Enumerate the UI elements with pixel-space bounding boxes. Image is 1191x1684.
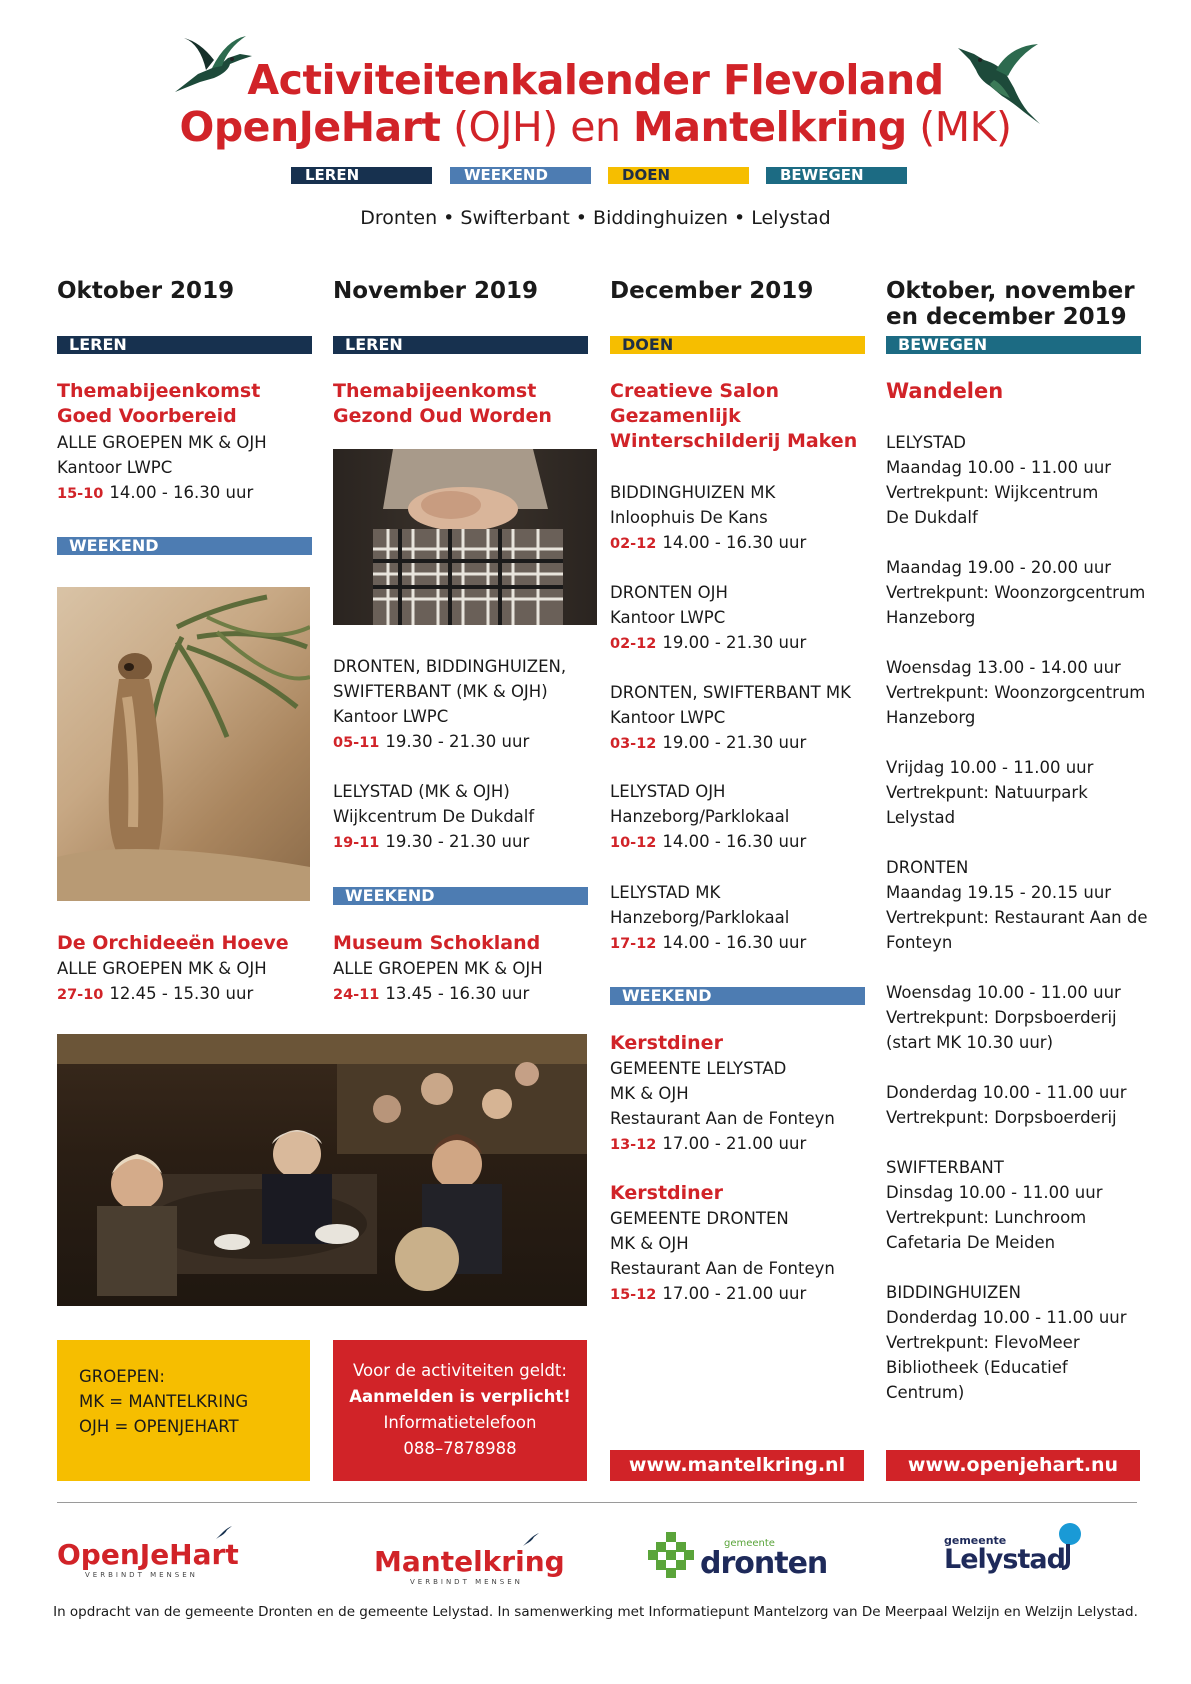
schedule-line: DRONTEN [886,858,969,877]
col4-heading-b: en december 2019 [886,304,1127,330]
schedule-line: Vertrekpunt: Woonzorgcentrum [886,583,1146,602]
col3-kerst2-when [610,1281,875,1308]
openjehart-logo-text: OpenJeHart [57,1538,239,1571]
col3-block1-l1: BIDDINGHUIZEN MK [610,483,776,502]
col3-block1-l2: Inloophuis De Kans [610,508,768,527]
col3-kerst1-l1: GEMEENTE LELYSTAD [610,1059,787,1078]
registration-info-phone: 088–7878988 [403,1439,517,1458]
footer-text: In opdracht van de gemeente Dronten en de gemeente Lelystad. In samenwerking met Informatiepunt Mantelzorg van De Meerpaal Welzijn en Welzijn Lelystad. [53,1604,1138,1620]
schedule-line: Dinsdag 10.00 - 11.00 uur [886,1183,1103,1202]
col3-kerst2-details [610,1206,875,1308]
col2-event2-time: 13.45 - 16.30 uur [385,984,530,1003]
col2-event1-title-b: Gezond Oud Worden [333,405,552,427]
groups-info-ojh: OJH = OPENJEHART [79,1417,239,1436]
col4-heading-a: Oktober, november [886,278,1135,304]
col3-kerst2-l1: GEMEENTE DRONTEN [610,1209,789,1228]
walking-schedule [886,430,1156,1405]
registration-info-l2: Aanmelden is verplicht! [349,1387,571,1406]
footer-divider [57,1502,1137,1503]
col1-cat-leren: LEREN [57,336,312,354]
dronten-logo [648,1532,838,1580]
col1-event2-when [57,981,322,1008]
col3-event1-title-b: Gezamenlijk [610,405,741,427]
col3-block1-when [610,530,875,557]
col3-block2-l2: Kantoor LWPC [610,608,726,627]
schedule-line: Cafetaria De Meiden [886,1233,1056,1252]
registration-info-l3: Informatietelefoon [383,1413,537,1432]
page-subtitle [0,103,1191,151]
openjehart-url-link[interactable]: www.openjehart.nu [886,1450,1140,1481]
schedule-line: Woensdag 10.00 - 11.00 uur [886,983,1121,1002]
col3-block2-time: 19.00 - 21.30 uur [662,633,807,652]
col2-event2-date: 24-11 [333,987,380,1003]
col1-event1-group: ALLE GROEPEN MK & OJH [57,433,267,452]
legend-leren: LEREN [291,167,432,184]
legend-doen: DOEN [608,167,749,184]
schedule-line: Lelystad [886,808,956,827]
schedule-line: De Dukdalf [886,508,978,527]
col2-block1-l1: DRONTEN, BIDDINGHUIZEN, [333,657,567,676]
col3-block5-when [610,930,875,957]
col3-kerst1-time: 17.00 - 21.00 uur [662,1134,807,1153]
col3-kerst1-date: 13-12 [610,1137,657,1153]
lelystad-logo-small: gemeente [944,1534,1007,1547]
schedule-line: Hanzeborg [886,708,976,727]
col3-block1-time: 14.00 - 16.30 uur [662,533,807,552]
schedule-spacer [886,830,1156,855]
col3-kerst1-details [610,1056,875,1158]
col1-event1-location: Kantoor LWPC [57,458,173,477]
col3-event1-title-c: Winterschilderij Maken [610,430,858,452]
col3-block2-l1: DRONTEN OJH [610,583,728,602]
col1-cat-weekend: WEEKEND [57,537,312,555]
col3-kerst1-when [610,1131,875,1158]
col4-heading [886,278,1135,330]
col1-heading: Oktober 2019 [57,278,235,304]
col3-block4-when [610,829,875,856]
schedule-line: Vertrekpunt: FlevoMeer [886,1333,1080,1352]
groups-info-heading: GROEPEN: [79,1367,165,1386]
col2-event2-when [333,981,598,1008]
schedule-line: Woensdag 13.00 - 14.00 uur [886,658,1121,677]
col1-event1-title [57,379,317,429]
col3-block2-when [610,630,875,657]
col1-event2-group: ALLE GROEPEN MK & OJH [57,959,267,978]
mantelkring-url-link[interactable]: www.mantelkring.nl [610,1450,864,1481]
col1-event1-time: 14.00 - 16.30 uur [109,483,254,502]
schedule-line: Vertrekpunt: Lunchroom [886,1208,1087,1227]
schedule-spacer [886,730,1156,755]
schedule-line: Maandag 10.00 - 11.00 uur [886,458,1112,477]
col3-block3-time: 19.00 - 21.30 uur [662,733,807,752]
col2-event2-title: Museum Schokland [333,932,541,954]
schedule-spacer [886,955,1156,980]
col3-block3 [610,680,875,757]
schedule-line: Vertrekpunt: Dorpsboerderij [886,1008,1117,1027]
col2-cat-leren: LEREN [333,336,588,354]
schedule-line: (start MK 10.30 uur) [886,1033,1054,1052]
schedule-line: Bibliotheek (Educatief [886,1358,1068,1377]
col1-event1-title-a: Themabijeenkomst [57,380,261,402]
col3-block4 [610,779,875,856]
col2-block2-l2: Wijkcentrum De Dukdalf [333,807,535,826]
col3-kerst2-l3: Restaurant Aan de Fonteyn [610,1259,835,1278]
col3-kerst1-l2: MK & OJH [610,1084,689,1103]
col4-title: Wandelen [886,379,1004,403]
subtitle-mk: (MK) [906,103,1012,151]
schedule-line: Vertrekpunt: Natuurpark [886,783,1088,802]
schedule-line: Donderdag 10.00 - 11.00 uur [886,1083,1127,1102]
lelystad-logo [944,1522,1084,1582]
schedule-line: Hanzeborg [886,608,976,627]
col1-event2-title: De Orchideeën Hoeve [57,932,289,954]
col1-event1-date: 15-10 [57,486,104,502]
col1-event1-details [57,430,322,507]
col3-kerst2-time: 17.00 - 21.00 uur [662,1284,807,1303]
schedule-line: LELYSTAD [886,433,966,452]
col3-kerst2-title: Kerstdiner [610,1182,723,1204]
col2-block1 [333,654,598,756]
col3-kerst1-l3: Restaurant Aan de Fonteyn [610,1109,835,1128]
lelystad-logo-text: Lelystad [944,1544,1065,1575]
subtitle-ojh: (OJH) en [440,103,634,151]
col3-block3-when [610,730,875,757]
col3-event1-title [610,379,870,454]
col3-block1-date: 02-12 [610,536,657,552]
col3-cat-weekend: WEEKEND [610,987,865,1005]
col3-block4-date: 10-12 [610,835,657,851]
hands-photo [333,449,597,625]
col3-block2-date: 02-12 [610,636,657,652]
col1-event2-time: 12.45 - 15.30 uur [109,984,254,1003]
legend-bewegen: BEWEGEN [766,167,907,184]
dronten-logo-small: gemeente [724,1538,775,1549]
col3-block4-time: 14.00 - 16.30 uur [662,832,807,851]
col3-kerst2-l2: MK & OJH [610,1234,689,1253]
schedule-spacer [886,1055,1156,1080]
col3-block5-date: 17-12 [610,936,657,952]
col3-block3-l2: Kantoor LWPC [610,708,726,727]
registration-info-box [333,1340,587,1481]
col2-block2-date: 19-11 [333,835,380,851]
dronten-pattern-icon [648,1532,694,1578]
col2-block2-when [333,829,598,856]
registration-info-l1: Voor de activiteiten geldt: [353,1361,567,1380]
col3-kerst1-title: Kerstdiner [610,1032,723,1054]
schedule-line: Vertrekpunt: Wijkcentrum [886,483,1099,502]
col1-event1-title-b: Goed Voorbereid [57,405,237,427]
openjehart-logo-sub: VERBINDT MENSEN [85,1571,198,1579]
places-line: Dronten • Swifterbant • Biddinghuizen • Lelystad [360,207,831,229]
openjehart-logo [57,1538,247,1579]
mantelkring-bird-icon [522,1531,540,1547]
col2-block1-time: 19.30 - 21.30 uur [385,732,530,751]
meerkat-photo [57,587,310,901]
col2-event2-details [333,956,598,1008]
col2-block2-l1: LELYSTAD (MK & OJH) [333,782,510,801]
schedule-line: Vertrekpunt: Woonzorgcentrum [886,683,1146,702]
schedule-line: Vrijdag 10.00 - 11.00 uur [886,758,1094,777]
schedule-line: Vertrekpunt: Dorpsboerderij [886,1108,1117,1127]
col3-cat-doen: DOEN [610,336,865,354]
groups-info-mk: MK = MANTELKRING [79,1392,249,1411]
col2-block2 [333,779,598,856]
col2-block1-l2: SWIFTERBANT (MK & OJH) [333,682,548,701]
col3-heading: December 2019 [610,278,814,304]
schedule-spacer [886,1130,1156,1155]
subtitle-mantelkring: Mantelkring [633,103,907,151]
col1-event1-when [57,480,322,507]
mantelkring-logo-sub: VERBINDT MENSEN [410,1578,523,1586]
col4-cat-bewegen: BEWEGEN [886,336,1141,354]
col2-block1-l3: Kantoor LWPC [333,707,449,726]
col1-event2-date: 27-10 [57,987,104,1003]
col2-heading: November 2019 [333,278,539,304]
groups-info-box [57,1340,310,1481]
col3-block5-l2: Hanzeborg/Parklokaal [610,908,790,927]
schedule-spacer [886,530,1156,555]
col1-event2-details [57,956,322,1008]
schedule-line: Maandag 19.15 - 20.15 uur [886,883,1112,902]
col2-event1-title-a: Themabijeenkomst [333,380,537,402]
col3-block4-l1: LELYSTAD OJH [610,782,726,801]
lelystad-mark-icon [1056,1522,1084,1574]
dinner-photo [57,1034,587,1306]
schedule-line: SWIFTERBANT [886,1158,1004,1177]
col2-block1-date: 05-11 [333,735,380,751]
schedule-spacer [886,630,1156,655]
col2-cat-weekend: WEEKEND [333,887,588,905]
col3-event1-title-a: Creatieve Salon [610,380,779,402]
col3-kerst2-date: 15-12 [610,1287,657,1303]
mantelkring-logo-text: Mantelkring [374,1545,565,1578]
col3-block4-l2: Hanzeborg/Parklokaal [610,807,790,826]
page-title: Activiteitenkalender Flevoland [247,56,944,104]
col3-block2 [610,580,875,657]
schedule-line: Maandag 19.00 - 20.00 uur [886,558,1112,577]
schedule-line: BIDDINGHUIZEN [886,1283,1022,1302]
col2-block1-when [333,729,598,756]
schedule-line: Donderdag 10.00 - 11.00 uur [886,1308,1127,1327]
dronten-logo-text: dronten [700,1546,828,1581]
legend-weekend: WEEKEND [450,167,591,184]
col3-block5-l1: LELYSTAD MK [610,883,721,902]
mantelkring-logo [374,1545,564,1586]
openjehart-bird-icon [215,1524,233,1540]
col3-block3-date: 03-12 [610,736,657,752]
col3-block1 [610,480,875,557]
col2-event1-title [333,379,593,429]
col2-block2-time: 19.30 - 21.30 uur [385,832,530,851]
col3-block3-l1: DRONTEN, SWIFTERBANT MK [610,683,851,702]
schedule-line: Vertrekpunt: Restaurant Aan de [886,908,1148,927]
col2-event2-group: ALLE GROEPEN MK & OJH [333,959,543,978]
schedule-spacer [886,1255,1156,1280]
schedule-line: Centrum) [886,1383,965,1402]
subtitle-openjehart: OpenJeHart [179,103,441,151]
col3-block5 [610,880,875,957]
schedule-line: Fonteyn [886,933,953,952]
col3-block5-time: 14.00 - 16.30 uur [662,933,807,952]
